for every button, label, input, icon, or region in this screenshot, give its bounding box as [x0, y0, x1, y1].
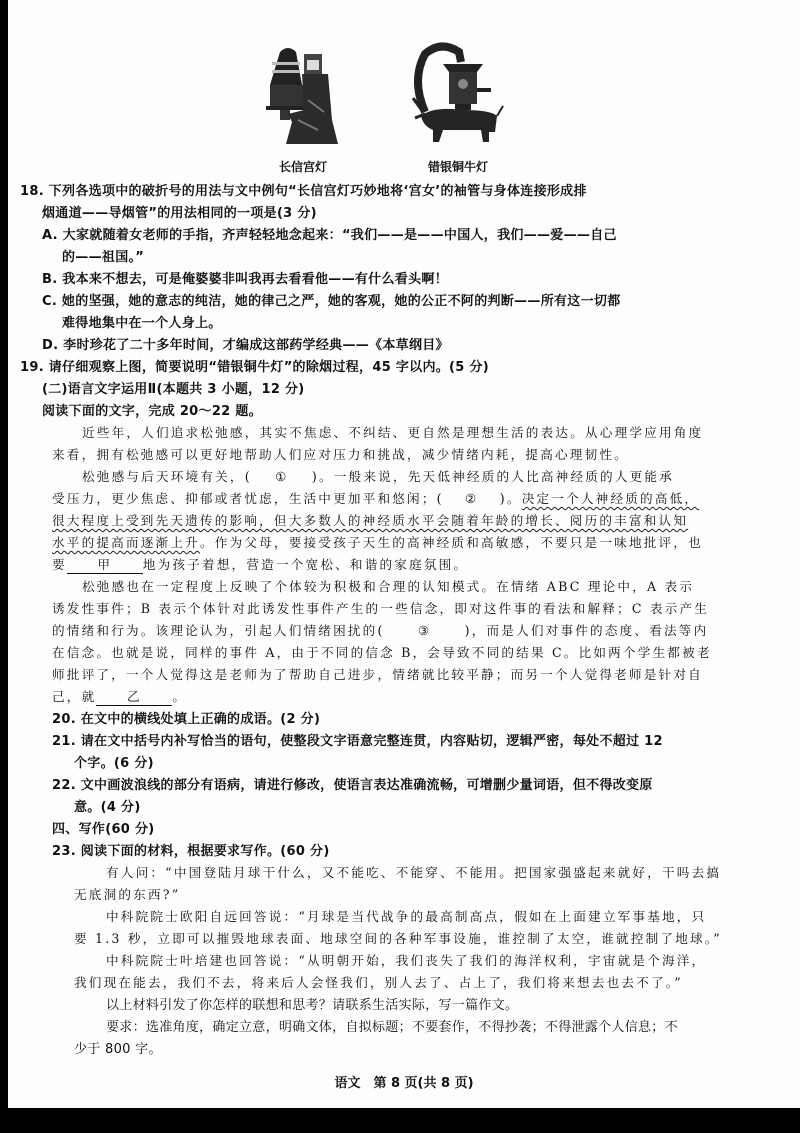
passage-text: )。 — [499, 491, 522, 506]
q20-stem: 20. 在文中的横线处填上正确的成语。(2 分) — [52, 712, 321, 727]
passage-p2-line4 — [52, 532, 703, 551]
passage-p2-line1 — [82, 466, 674, 485]
blank-marker-3: ③ — [417, 623, 432, 638]
q23-material1-line2: 无底洞的东西?” — [74, 887, 181, 902]
figures — [258, 40, 518, 175]
q18-option-c-line2: 难得地集中在一个人身上。 — [62, 316, 222, 331]
q21-stem-line1: 21. 请在文中括号内补写恰当的语句，使整段文字语意完整连贯，内容贴切，逻辑严密，每处不超过 12 — [52, 734, 663, 749]
q18-stem-line1: 18. 下列各选项中的破折号的用法与文中例句“长信宫灯巧妙地将‘宫女’的袖管与身体连接形成排 — [20, 184, 587, 199]
wavy-underlined-text: 决定一个人神经质的高低， — [521, 491, 700, 506]
passage-p2-line2 — [52, 488, 699, 507]
page-footer: 语文 第 8 页(共 8 页) — [334, 1076, 474, 1091]
passage-p2-line5 — [52, 554, 468, 574]
q23-requirements-line2: 少于 800 字。 — [74, 1042, 162, 1057]
q23-material1-line1: 有人问：“中国登陆月球干什么，又不能吃、不能穿、不能用。把国家强盛起来就好，干吗去搞 — [106, 865, 722, 880]
passage-p3-line4: 在信念。也就是说，同样的事件 A，由于不同的信念 B，会导致不同的结果 C。比如两个学生都被老 — [52, 645, 712, 660]
passage-text: 受压力，更少焦虑、抑郁或者忧虑，生活中更加平和悠闲；( — [52, 491, 444, 506]
q23-stem: 23. 阅读下面的材料，根据要求写作。(60 分) — [52, 844, 330, 859]
q18-stem-line2: 烟通道——导烟管”的用法相同的一项是(3 分) — [42, 206, 317, 221]
passage-p3-line6 — [52, 686, 187, 706]
passage-text: 的情绪和行为。该理论认为，引起人们情绪困扰的( — [52, 623, 385, 638]
q23-requirements-line1: 要求：选准角度，确定立意，明确文体，自拟标题；不要套作，不得抄袭；不得泄露个人信息；不 — [106, 1020, 678, 1035]
passage-p3-line2: 诱发性事件；B 表示个体针对此诱发性事件产生的一些信念，即对这件事的看法和解释；C 表示产生 — [52, 601, 710, 616]
q19-stem: 19. 请仔细观察上图，简要说明“错银铜牛灯”的除烟过程，45 字以内。(5 分) — [20, 360, 490, 375]
exam-page — [8, 0, 800, 1108]
passage-text: )。一般来说，先天低神经质的人比高神经质的人更能承 — [311, 469, 675, 484]
q23-material3-line2: 我们现在能去，我们不去，将来后人会怪我们，别人去了、占上了，我们将来想去也去不了。” — [74, 975, 683, 990]
passage-p1-line1: 近些年，人们追求松弛感，其实不焦虑、不纠结、更自然是理想生活的表达。从心理学应用角度 — [82, 425, 704, 440]
passage-p3-line3 — [52, 620, 708, 639]
passage-text: 。 — [172, 689, 188, 704]
figure-caption: 长信宫灯 — [278, 160, 327, 174]
section4-title: 四、写作(60 分) — [52, 822, 155, 837]
passage-text: )，而是人们对事件的态度、看法等内 — [464, 623, 709, 638]
q18-option-a-line2: 的——祖国。” — [62, 250, 145, 265]
q18-option-d: D. 李时珍花了二十多年时间，才编成这部药学经典——《本草纲目》 — [42, 338, 449, 353]
figure-ox-lamp — [403, 40, 513, 175]
passage-text: 松弛感与后天环境有关，( — [82, 469, 252, 484]
passage-p1-line2: 来看，拥有松弛感可以更好地帮助人们应对压力和挑战，减少情绪内耗，提高心理韧性。 — [52, 447, 629, 462]
passage-text: 己，就 — [52, 689, 97, 704]
q22-stem-line1: 22. 文中画波浪线的部分有语病，请进行修改，使语言表达准确流畅，可增删少量词语，但不得改变原 — [52, 778, 653, 793]
bronze-ox-lamp-image — [403, 40, 513, 150]
q18-option-b: B. 我本来不想去，可是俺婆婆非叫我再去看看他——有什么看头啊！ — [42, 272, 448, 287]
passage-p3-line5: 师批评了，一个人觉得这是老师为了帮助自己进步，情绪就比较平静；而另一个人觉得老师是针对自 — [52, 667, 703, 682]
blank-marker-2: ② — [465, 491, 479, 506]
q23-prompt: 以上材料引发了你怎样的联想和思考？请联系生活实际，写一篇作文。 — [106, 998, 519, 1013]
passage-p3-line1: 松弛感也在一定程度上反映了个体较为积极和合理的认知模式。在情绪 ABC 理论中，A 表示 — [82, 579, 695, 594]
section2-intro: 阅读下面的文字，完成 20～22 题。 — [42, 404, 262, 419]
blank-yi: 乙 — [96, 686, 172, 706]
q23-material2-line2: 要 1.3 秒，立即可以摧毁地球表面、地球空间的各种军事设施，谁控制了太空，谁就控制了地球。” — [74, 931, 722, 946]
q18-option-c-line1: C. 她的坚强，她的意志的纯洁，她的律己之严，她的客观，她的公正不阿的判断——所有这一切都 — [42, 294, 621, 309]
q18-option-a-line1: A. 大家就随着女老师的手指，齐声轻轻地念起来：“我们——是——中国人，我们——爱——自己 — [42, 228, 617, 243]
q22-stem-line2: 意。(4 分) — [74, 800, 141, 815]
wavy-underlined-text: 水平的提高而逐渐上升 — [52, 535, 200, 550]
palace-lamp-image — [258, 40, 348, 150]
figure-palace-lamp — [258, 40, 348, 175]
blank-jia: 甲 — [67, 554, 143, 574]
q21-stem-line2: 个字。(6 分) — [74, 756, 154, 771]
q23-material3-line1: 中科院院士叶培建也回答说：“从明朝开始，我们丧失了我们的海洋权利，宇宙就是个海洋， — [106, 953, 707, 968]
section2-title: (二)语言文字运用Ⅱ(本题共 3 小题，12 分) — [42, 382, 305, 397]
q23-material2-line1: 中科院院士欧阳自远回答说：“月球是当代战争的最高制高点，假如在上面建立军事基地，只 — [106, 909, 707, 924]
blank-marker-1: ① — [275, 469, 289, 484]
figure-caption: 错银铜牛灯 — [427, 160, 488, 174]
passage-text: 要 — [52, 557, 67, 572]
passage-text: 。作为父母，要接受孩子天生的高神经质和高敏感，不要只是一味地批评，也 — [199, 535, 703, 550]
passage-p2-line3-wavy: 很大程度上受到先天遗传的影响，但大多数人的神经质水平会随着年龄的增长、阅历的丰富和认知 — [52, 513, 689, 528]
passage-text: 地为孩子着想，营造一个宽松、和谐的家庭氛围。 — [142, 557, 469, 572]
